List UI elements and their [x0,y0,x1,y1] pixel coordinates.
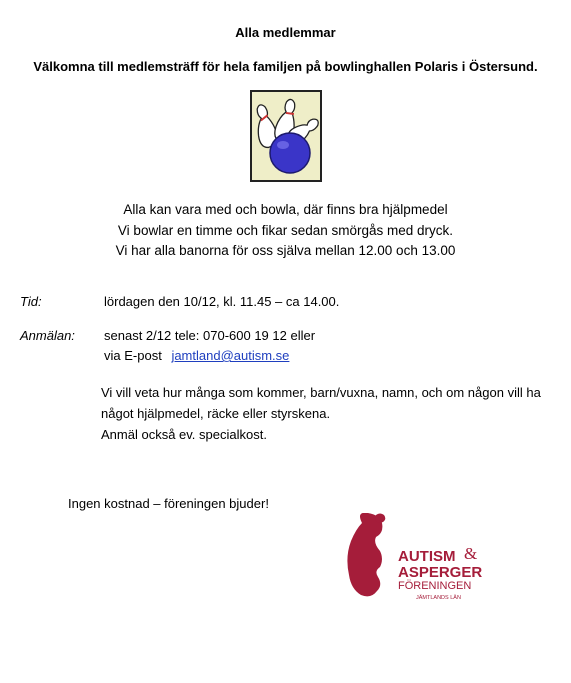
intro-line: Alla kan vara med och bowla, där finns bra hjälpmedel [123,202,448,217]
email-prefix: via E-post [104,348,162,363]
welcome-heading: Välkomna till medlemsträff för hela familjen på bowlinghallen Polaris i Östersund. [33,59,538,74]
logo-line1: AUTISM [398,548,456,565]
info-line: Vi vill veta hur många som kommer, barn/vuxna, namn, och om någon vill ha [101,385,541,400]
email-link[interactable]: jamtland@autism.se [171,348,290,363]
logo-ampersand: & [464,544,478,563]
bowling-ball-icon [270,133,310,173]
intro-line: Vi har alla banorna för oss själva mellan 12.00 och 13.00 [115,243,456,258]
bowling-clipart [250,90,322,182]
logo-line3: FÖRENINGEN [398,580,472,592]
registration-email-line [104,348,289,363]
info-line: något hjälpmedel, räcke eller styrskena. [101,406,331,421]
logo-line4: JÄMTLANDS LÄN [416,595,461,601]
autism-asperger-logo [340,513,482,609]
intro-line: Vi bowlar en timme och fikar sedan smörgås med dryck. [117,222,454,238]
registration-label: Anmälan: [20,328,75,343]
puzzle-piece-icon [347,513,382,596]
greeting-heading: Alla medlemmar [235,25,336,40]
logo-line2: ASPERGER [398,564,482,581]
time-value: lördagen den 10/12, kl. 11.45 – ca 14.00. [104,294,340,309]
time-label: Tid: [20,294,42,309]
free-note: Ingen kostnad – föreningen bjuder! [68,496,269,511]
intro-paragraph [0,200,571,262]
info-paragraph [101,382,566,445]
info-line: Anmäl också ev. specialkost. [101,427,267,442]
registration-phone: senast 2/12 tele: 070-600 19 12 eller [104,328,316,343]
